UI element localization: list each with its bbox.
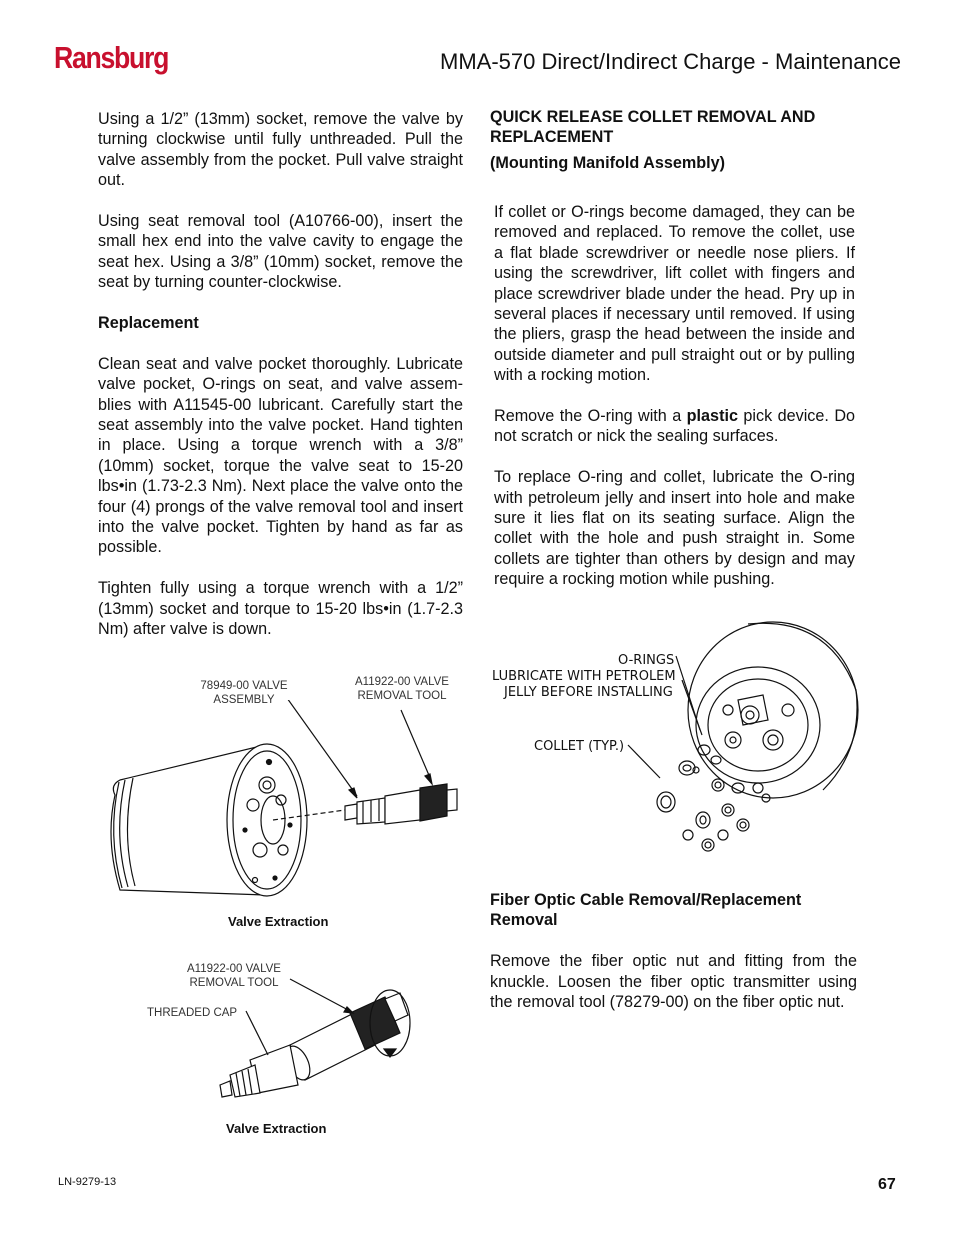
text: pick device. Do not scratch or nick the sealing surfaces. [494,407,856,446]
page-number: 67 [878,1176,896,1193]
section-heading: Replacement [98,314,199,333]
section-heading: Fiber Optic Cable Removal/Replacement [490,891,802,909]
page-header-title: MMA-570 Direct/Indirect Charge - Maintenance [440,49,901,74]
paragraph: If collet or O-rings become damaged, they can be removed and replaced. To remove the collet, use a flat blade screwdriver or needle nose pliers. If using the screwdriver, lift collet with fingers and place screwdriver blade under the head. Pry up in several places if necessary until removed. If using the pliers, grasp the head between the inside and outside diameter and pull straight out or by pulling with a rocking motion. [494,203,855,385]
figure-label: COLLET (TYP.) [534,739,625,754]
paragraph: Tighten fully using a torque wrench with a 1/2” (13mm) socket and torque to 15-20 lbs•in (1.7-2.3 Nm) after valve is down. [98,579,463,639]
paragraph: Using a 1/2” (13mm) socket, remove the valve by turning clockwise until fully unthreaded. Pull the valve assembly from the pocket. Pull valve straight out. [98,110,463,190]
figure-caption: Valve Extraction [228,914,329,929]
figure-label: A11922-00 VALVE REMOVAL TOOL [187,963,281,989]
section-heading [490,107,856,148]
paragraph [494,406,855,447]
paragraph: Clean seat and valve pocket thoroughly. Lubricate valve pocket, O-rings on seat, and valve assem-blies with A11545-00 lubricant. Carefully start the seat assembly into the valve pocket. Hand tighten in place. Using a torque wrench with a 3/8” (10mm) socket, torque the valve seat to 15-20 lbs•in (1.73-2.3 Nm). Next place the valve onto the four (4) prongs of the valve removal tool and insert into the valve pocket. Tighten by hand as far as possible. [98,354,463,557]
threaded-cap-figure [210,975,430,1105]
right-column-body [494,202,855,610]
figure-label: JELLY BEFORE INSTALLING [504,685,673,700]
heading-line: QUICK RELEASE COLLET REMOVAL AND [490,108,816,126]
brand-logo: Ransburg [54,40,169,75]
figure-label: LUBRICATE WITH PETROLEM [492,669,676,684]
figure-caption: Valve Extraction [226,1121,327,1136]
figure-label: 78949-00 VALVE ASSEMBLY [200,680,288,706]
section-subheading: (Mounting Manifold Assembly) [490,153,726,172]
emphasis: plastic [686,407,738,426]
text: Remove the O-ring with a [494,407,687,426]
valve-extraction-figure [95,700,475,910]
collet-oring-figure [488,620,868,855]
left-column [98,109,463,660]
heading-line: REPLACEMENT [490,128,614,147]
figure-label: THREADED CAP [147,1007,238,1019]
paragraph: Using seat removal tool (A10766-00), insert the small hex end into the valve cavity to engage the seat hex. Using a 3/8” (10mm) socket, remove the seat by turning counter-clockwise. [98,212,463,292]
document-number: LN-9279-13 [58,1176,117,1188]
figure-label: O-RINGS [618,653,675,668]
fiber-optic-section [490,890,857,1033]
section-subheading: Removal [490,911,558,930]
right-column-heading [490,107,856,173]
figure-label: A11922-00 VALVE REMOVAL TOOL [355,676,449,702]
paragraph: Remove the fiber optic nut and fitting from the knuckle. Loosen the fiber optic transmitter using the removal tool (78279-00) on the fiber optic nut. [490,952,857,1012]
paragraph: To replace O-ring and collet, lubricate the O-ring with petroleum jelly and insert into hole and make sure it lies flat on its seating surface. Align the collet with the hole and push straight in. Some collets are tighter than others by design and may require a rocking motion while pushing. [494,468,855,589]
